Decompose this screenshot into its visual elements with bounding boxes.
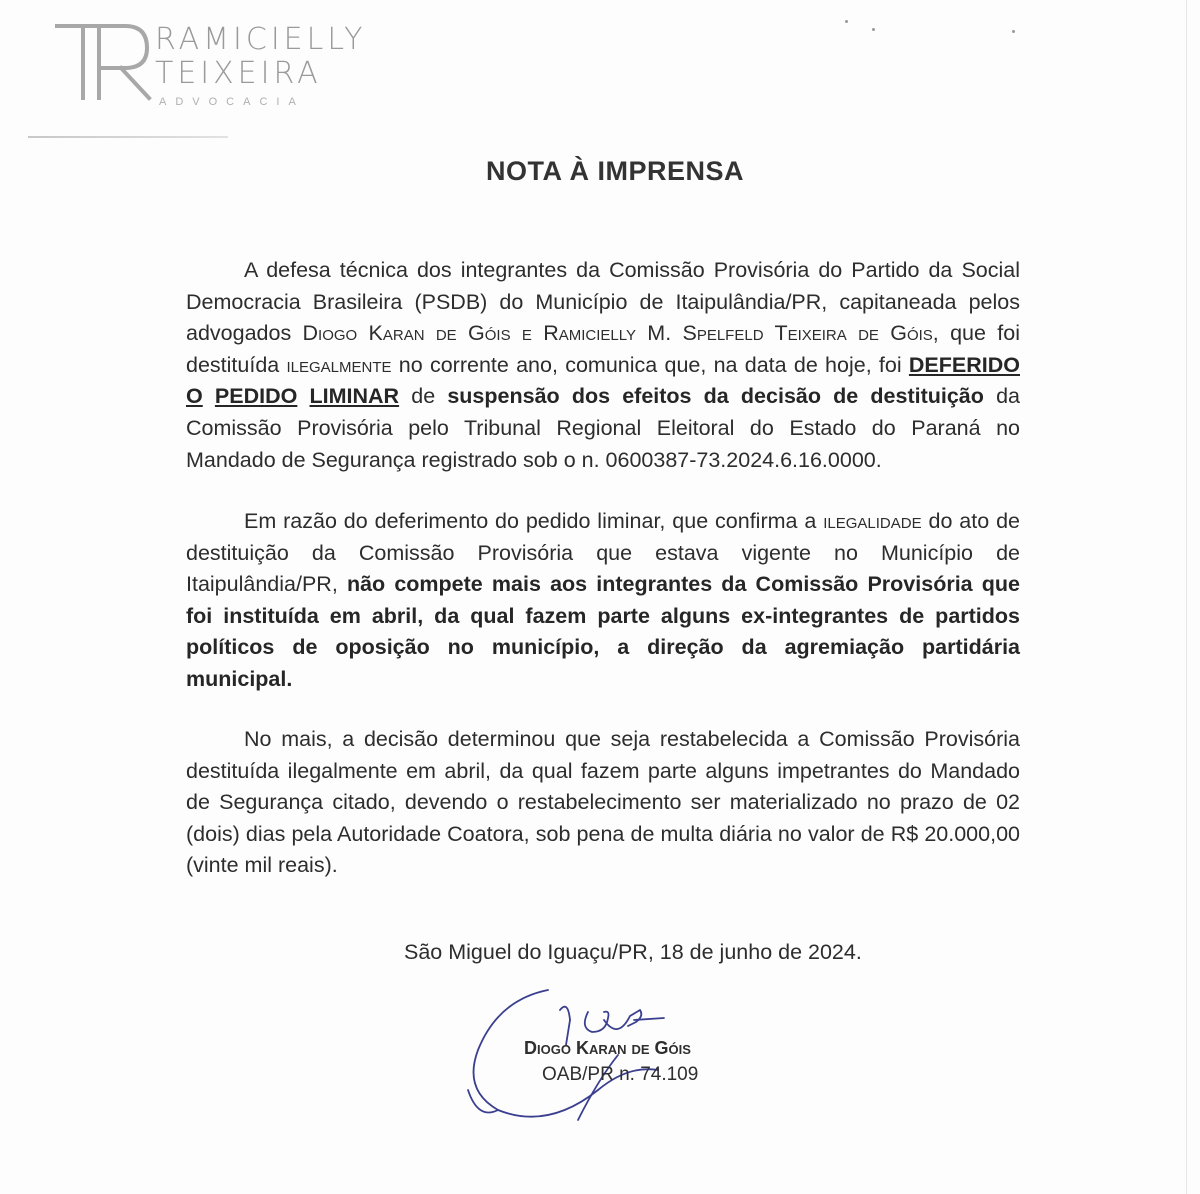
p1-text-2: , que foi destituída <box>186 321 1020 377</box>
p1-text-1: A defesa técnica dos integrantes da Comissão Provisória do Partido da Social Democracia Brasileira (PSDB) do Município de Itaipulândia/PR, capitaneada pelos advogados <box>186 258 1020 346</box>
p1-space <box>203 384 215 408</box>
place-and-date: São Miguel do Iguaçu/PR, 18 de junho de 2024. <box>404 940 862 964</box>
signer-oab-number: OAB/PR n. 74.109 <box>542 1064 699 1085</box>
p1-liminar: LIMINAR <box>309 384 400 409</box>
logo-text-teixeira: TEIXEIRA <box>155 56 322 91</box>
scan-speck <box>872 28 875 31</box>
paragraph-2 <box>186 506 1020 696</box>
letterhead-logo <box>55 12 415 108</box>
logo-text-ramicielly: RAMICIELLY <box>155 22 367 57</box>
p2-text-2: do ato de destituição da Comissão Provisória que estava vigente no Município de Itaipulândia/PR, <box>186 509 1020 597</box>
p1-pedido: PEDIDO <box>214 384 298 409</box>
scan-speck <box>1012 30 1015 33</box>
p1-text-4: de <box>399 384 448 409</box>
p1-text-3: no corrente ano, comunica que, na data de hoje, foi <box>391 352 909 377</box>
p3-text-1: No mais, a decisão determinou que seja restabelecida a Comissão Provisória destituída ilegalmente em abril, da qual fazem parte alguns impetrantes do Mandado de Segurança citado, devendo o restabelecimento ser materializado no prazo de 02 (dois) dias pela Autoridade Coatora, sob pena de multa diária no valor de R$ 20.000,00 (vinte mil reais). <box>186 727 1020 878</box>
p1-space <box>297 384 309 408</box>
p1-deferido: DEFERIDO <box>908 352 1020 377</box>
p1-bold-suspensao: suspensão dos efeitos da decisão de destituição <box>447 384 984 409</box>
p1-ilegalmente: ilegalmente <box>286 352 392 377</box>
paragraph-1 <box>186 255 1020 476</box>
logo-text-advocacia: ADVOCACIA <box>159 96 305 108</box>
rt-monogram-icon <box>55 12 155 102</box>
letterhead-divider <box>28 136 228 138</box>
p1-text-5: da Comissão Provisória pelo Tribunal Regional Eleitoral do Estado do Paraná no Mandado de Segurança registrado sob o n. 0600387-73.2024.6.16.0000. <box>186 384 1020 472</box>
p2-text-1: Em razão do deferimento do pedido liminar, que confirma a <box>244 509 824 533</box>
p1-lawyer-names: Diogo Karan de Góis e Ramicielly M. Spelfeld Teixeira de Góis <box>302 321 933 346</box>
p1-o: O <box>186 384 203 409</box>
p2-ilegalidade: ilegalidade <box>823 509 922 533</box>
paragraph-3 <box>186 724 1020 882</box>
scan-speck <box>845 20 848 23</box>
p2-bold-statement: não compete mais aos integrantes da Comissão Provisória que foi instituída em abril, da qual fazem parte alguns ex-integrantes de partidos políticos de oposição no município, a direção da agremiação partidária municipal. <box>186 572 1021 691</box>
signer-name: Diogo Karan de Góis <box>524 1038 691 1058</box>
document-title: NOTA À IMPRENSA <box>485 156 744 186</box>
